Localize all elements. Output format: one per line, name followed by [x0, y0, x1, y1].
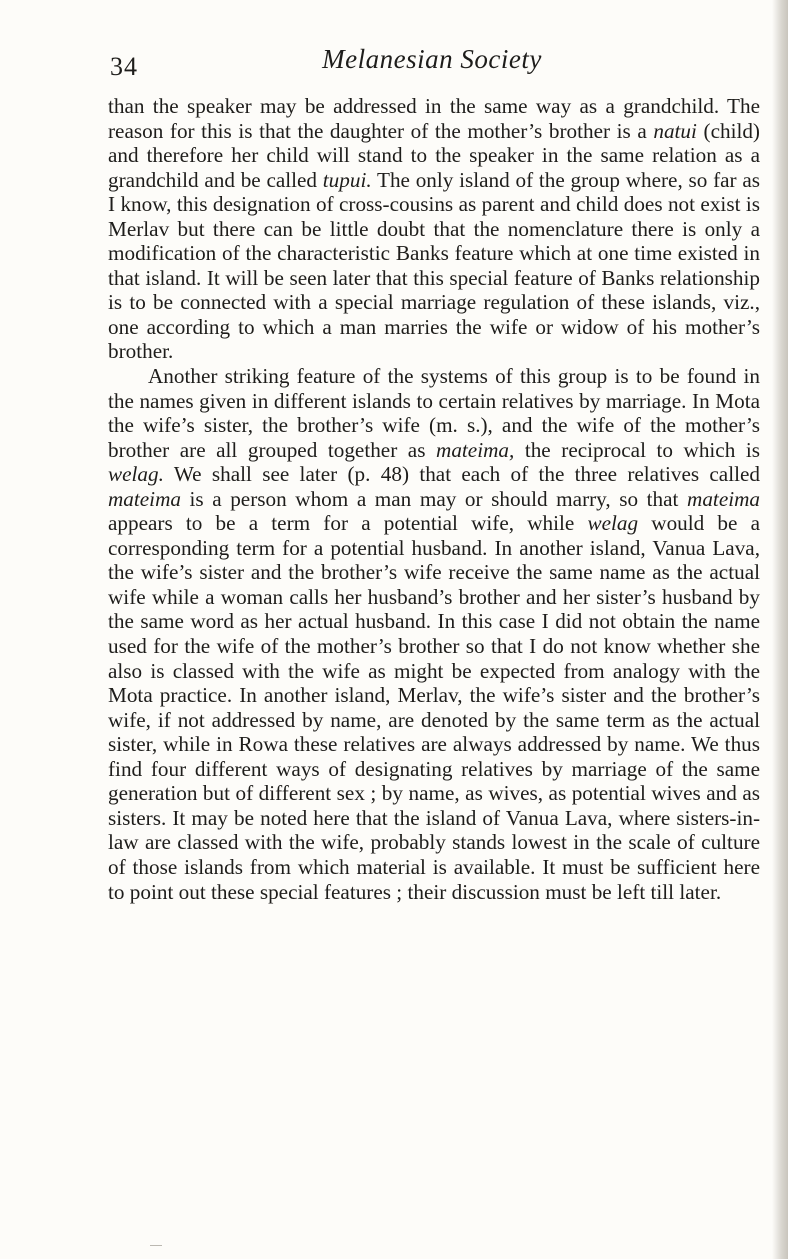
text-segment: Another striking feature of the systems of this group is to be found in the names given in different islands to certain relatives by marriage. In Mota the wife’s sister, the brother’s wife (m. s.), and the wife of the mother’s brother are all grouped together as	[108, 364, 760, 462]
italic-term: natui	[653, 118, 697, 143]
text-segment: We shall see later (p. 48) that each of the three relatives called	[163, 462, 760, 487]
page-header	[108, 44, 756, 84]
italic-term: mateima	[108, 486, 181, 511]
italic-term: welag.	[108, 462, 164, 487]
italic-term: mateima	[687, 486, 760, 511]
body-text	[108, 94, 760, 904]
page-number: 34	[110, 52, 138, 81]
italic-term: mateima,	[436, 437, 515, 462]
paragraph-2	[108, 364, 760, 904]
paragraph-1	[108, 94, 760, 364]
text-segment: (child) and therefore her child will stand to the speaker in the same relation as a grandchild and be called	[108, 118, 760, 192]
text-segment: the reciprocal to which is	[514, 437, 760, 462]
italic-term: tupui.	[322, 167, 372, 192]
page-edge-shadow	[772, 0, 788, 1259]
text-segment: than the speaker may be addressed in the same way as a grandchild. The reason for this is that the daughter of the mother’s brother is a	[108, 94, 760, 143]
italic-term: welag	[587, 511, 639, 536]
running-title: Melanesian Society	[322, 44, 542, 74]
footer-mark	[150, 1245, 162, 1246]
text-segment: is a person whom a man may or should marry, so that	[180, 486, 688, 511]
text-segment: The only island of the group where, so far as I know, this designation of cross-cousins as parent and child does not exist is Merlav but there can be little doubt that the nomenclature there is only a modification of the characteristic Banks feature which at one time existed in that island. It will be seen later that this special feature of Banks relationship is to be connected with a special marriage regulation of these islands, viz., one according to which a man marries the wife or widow of his mother’s brother.	[108, 167, 760, 364]
text-segment: appears to be a term for a potential wife, while	[108, 511, 588, 536]
text-segment: would be a corresponding term for a potential husband. In another island, Vanua Lava, the wife’s sister and the brother’s wife receive the same name as the actual wife while a woman calls her husband’s brother and her sister’s husband by the same word as her actual husband. In this case I did not obtain the name used for the wife of the mother’s brother so that I do not know whether she also is classed with the wife as might be expected from analogy with the Mota practice. In another island, Merlav, the wife’s sister and the brother’s wife, if not addressed by name, are denoted by the same term as the actual sister, while in Rowa these relatives are always addressed by name. We thus find four different ways of designating relatives by marriage of the same generation but of different sex ; by name, as wives, as potential wives and as sisters. It may be noted here that the island of Vanua Lava, where sisters-in-law are classed with the wife, probably stands lowest in the scale of culture of those islands from which material is available. It must be sufficient here to point out these special features ; their discussion must be left till later.	[108, 511, 761, 904]
